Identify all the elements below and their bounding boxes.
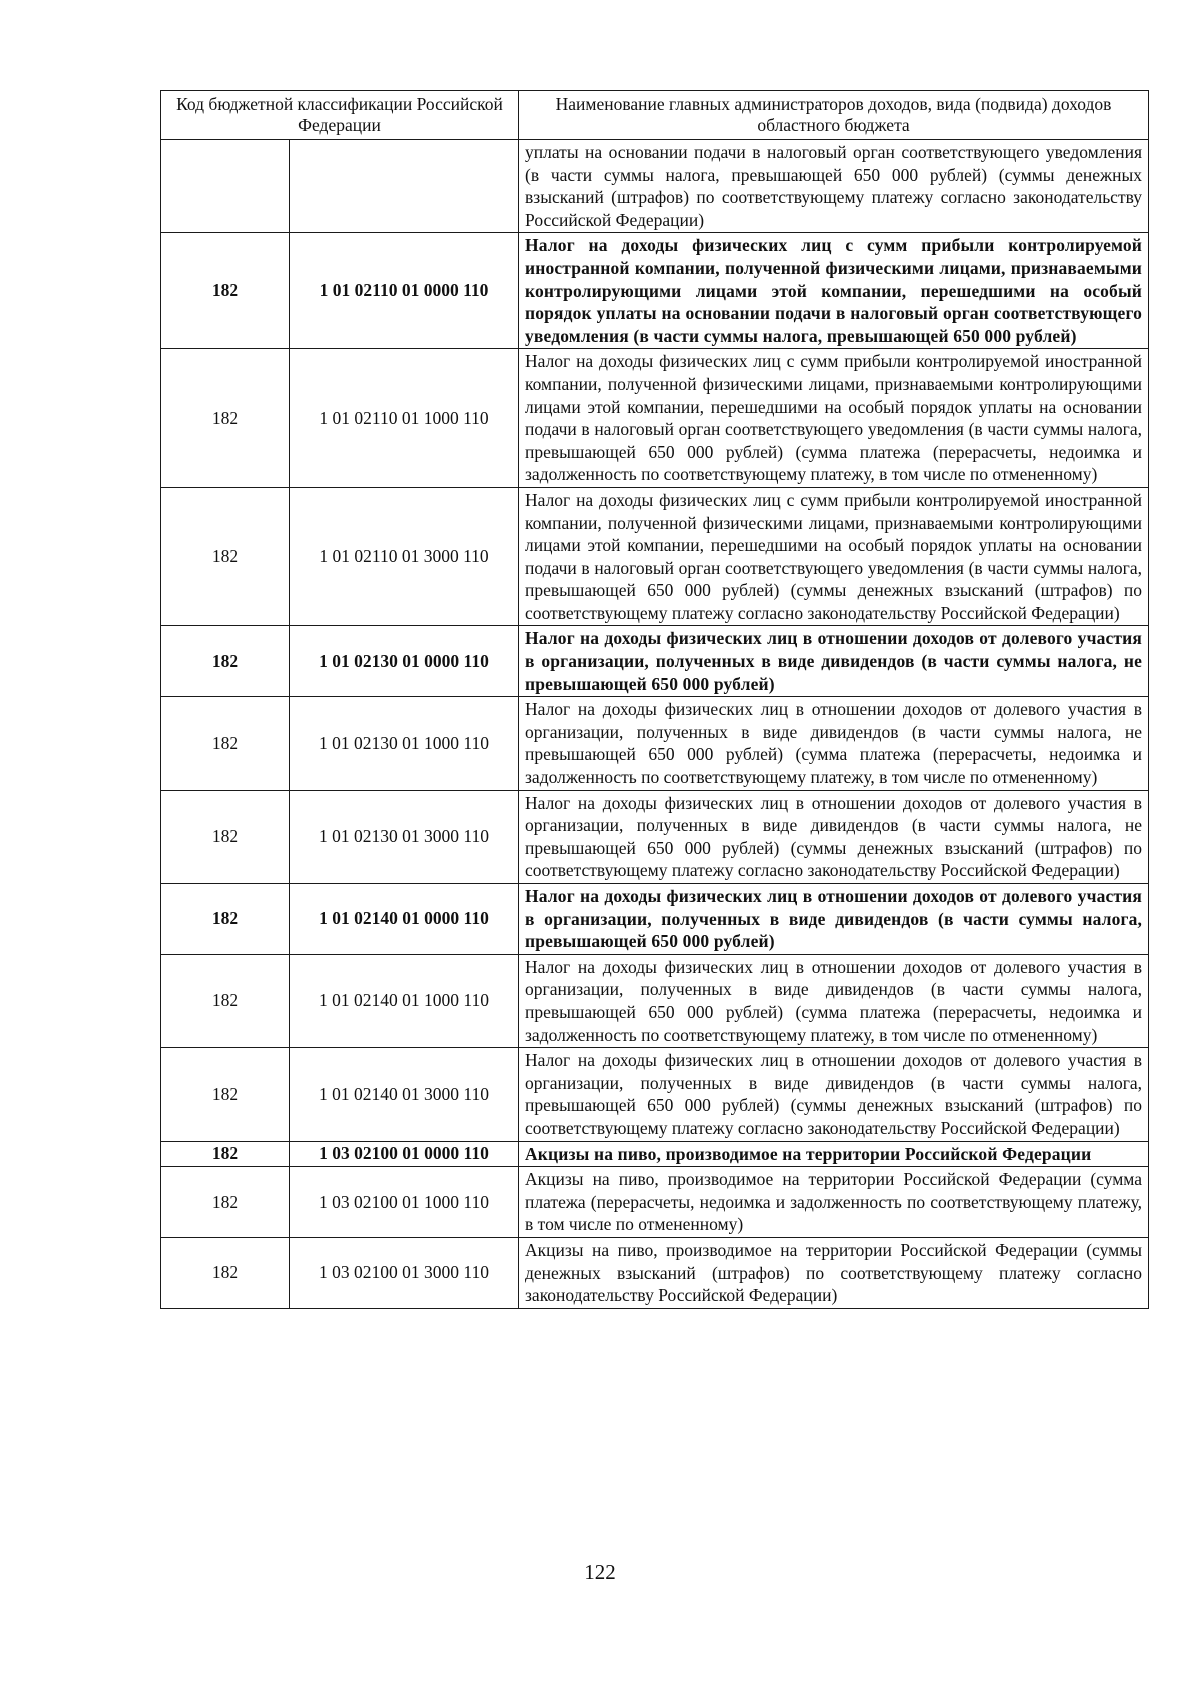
- table-row: [161, 140, 1149, 233]
- document-page: [160, 90, 1148, 1309]
- table-row: [161, 487, 1149, 626]
- revenue-name-cell: Налог на доходы физических лиц с сумм прибыли контролируемой иностранной компании, полученной физическими лицами, признаваемыми контролирующими лицами этой компании, перешедшими на особый порядок уплаты на основании подачи в налоговый орган соответствующего уведомления (в части суммы налога, превышающей 650 000 рублей) (суммы денежных взысканий (штрафов) по соответствующему платежу согласно законодательству Российской Федерации): [519, 487, 1149, 626]
- table-body: [161, 140, 1149, 1309]
- table-header: [161, 91, 1149, 140]
- revenue-code-cell: 1 01 02110 01 0000 110: [290, 233, 519, 349]
- revenue-code-cell: 1 01 02140 01 1000 110: [290, 954, 519, 1047]
- revenue-name-cell: Налог на доходы физических лиц в отношении доходов от долевого участия в организации, полученных в виде дивидендов (в части суммы налога, превышающей 650 000 рублей) (суммы денежных взысканий (штрафов) по соответствующему платежу согласно законодательству Российской Федерации): [519, 1048, 1149, 1141]
- admin-code-cell: 182: [161, 884, 290, 955]
- table-row: [161, 349, 1149, 488]
- revenue-name-cell: Акцизы на пиво, производимое на территории Российской Федерации (сумма платежа (перерасчеты, недоимка и задолженность по соответствующему платежу, в том числе по отмененному): [519, 1167, 1149, 1238]
- revenue-code-cell: 1 01 02140 01 3000 110: [290, 1048, 519, 1141]
- table-row: [161, 233, 1149, 349]
- revenue-code-cell: 1 03 02100 01 3000 110: [290, 1237, 519, 1308]
- table-row: [161, 1141, 1149, 1167]
- revenue-code-cell: 1 03 02100 01 0000 110: [290, 1141, 519, 1167]
- admin-code-cell: 182: [161, 790, 290, 883]
- admin-code-cell: [161, 140, 290, 233]
- revenue-name-cell: Налог на доходы физических лиц с сумм прибыли контролируемой иностранной компании, полученной физическими лицами, признаваемыми контролирующими лицами этой компании, перешедшими на особый порядок уплаты на основании подачи в налоговый орган соответствующего уведомления (в части суммы налога, превышающей 650 000 рублей) (сумма платежа (перерасчеты, недоимка и задолженность по соответствующему платежу, в том числе по отмененному): [519, 349, 1149, 488]
- revenue-code-cell: 1 01 02130 01 0000 110: [290, 626, 519, 697]
- revenue-name-cell: Налог на доходы физических лиц в отношении доходов от долевого участия в организации, полученных в виде дивидендов (в части суммы налога, не превышающей 650 000 рублей) (суммы денежных взысканий (штрафов) по соответствующему платежу согласно законодательству Российской Федерации): [519, 790, 1149, 883]
- table-row: [161, 790, 1149, 883]
- table-row: [161, 697, 1149, 790]
- revenue-name-cell: Налог на доходы физических лиц в отношении доходов от долевого участия в организации, полученных в виде дивидендов (в части суммы налога, превышающей 650 000 рублей): [519, 884, 1149, 955]
- admin-code-cell: 182: [161, 487, 290, 626]
- revenue-code-cell: 1 01 02110 01 1000 110: [290, 349, 519, 488]
- revenue-code-cell: [290, 140, 519, 233]
- admin-code-cell: 182: [161, 626, 290, 697]
- page-number: 122: [584, 1560, 616, 1584]
- revenue-name-cell: Акцизы на пиво, производимое на территории Российской Федерации (суммы денежных взысканий (штрафов) по соответствующему платежу согласно законодательству Российской Федерации): [519, 1237, 1149, 1308]
- name-column-header: Наименование главных администраторов доходов, вида (подвида) доходов областного бюджета: [519, 91, 1149, 140]
- revenue-name-cell: уплаты на основании подачи в налоговый орган соответствующего уведомления (в части суммы налога, превышающей 650 000 рублей) (суммы денежных взысканий (штрафов) по соответствующему платежу согласно законодательству Российской Федерации): [519, 140, 1149, 233]
- revenue-code-cell: 1 01 02130 01 1000 110: [290, 697, 519, 790]
- table-row: [161, 1237, 1149, 1308]
- admin-code-cell: 182: [161, 1048, 290, 1141]
- admin-code-cell: 182: [161, 1237, 290, 1308]
- table-row: [161, 626, 1149, 697]
- kbk-column-header: Код бюджетной классификации Российской Федерации: [161, 91, 519, 140]
- revenue-name-cell: Налог на доходы физических лиц с сумм прибыли контролируемой иностранной компании, полученной физическими лицами, признаваемыми контролирующими лицами этой компании, перешедшими на особый порядок уплаты на основании подачи в налоговый орган соответствующего уведомления (в части суммы налога, превышающей 650 000 рублей): [519, 233, 1149, 349]
- revenue-name-cell: Налог на доходы физических лиц в отношении доходов от долевого участия в организации, полученных в виде дивидендов (в части суммы налога, не превышающей 650 000 рублей): [519, 626, 1149, 697]
- admin-code-cell: 182: [161, 349, 290, 488]
- revenue-code-cell: 1 03 02100 01 1000 110: [290, 1167, 519, 1238]
- revenue-name-cell: Акцизы на пиво, производимое на территории Российской Федерации: [519, 1141, 1149, 1167]
- admin-code-cell: 182: [161, 1141, 290, 1167]
- revenue-code-cell: 1 01 02130 01 3000 110: [290, 790, 519, 883]
- admin-code-cell: 182: [161, 1167, 290, 1238]
- budget-classification-table: [160, 90, 1149, 1309]
- revenue-code-cell: 1 01 02140 01 0000 110: [290, 884, 519, 955]
- revenue-name-cell: Налог на доходы физических лиц в отношении доходов от долевого участия в организации, полученных в виде дивидендов (в части суммы налога, превышающей 650 000 рублей) (сумма платежа (перерасчеты, недоимка и задолженность по соответствующему платежу, в том числе по отмененному): [519, 954, 1149, 1047]
- header-row: [161, 91, 1149, 140]
- table-row: [161, 1167, 1149, 1238]
- table-row: [161, 954, 1149, 1047]
- revenue-code-cell: 1 01 02110 01 3000 110: [290, 487, 519, 626]
- admin-code-cell: 182: [161, 954, 290, 1047]
- admin-code-cell: 182: [161, 697, 290, 790]
- table-row: [161, 884, 1149, 955]
- admin-code-cell: 182: [161, 233, 290, 349]
- revenue-name-cell: Налог на доходы физических лиц в отношении доходов от долевого участия в организации, полученных в виде дивидендов (в части суммы налога, не превышающей 650 000 рублей) (сумма платежа (перерасчеты, недоимка и задолженность по соответствующему платежу, в том числе по отмененному): [519, 697, 1149, 790]
- table-row: [161, 1048, 1149, 1141]
